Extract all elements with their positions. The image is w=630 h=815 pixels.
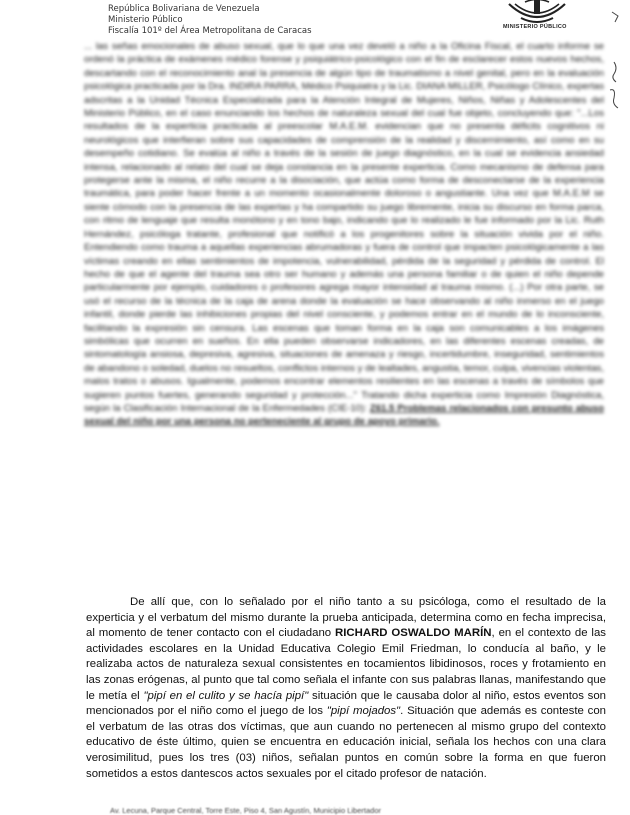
- letterhead-line-ministry: Ministerio Público: [108, 15, 183, 25]
- blurred-text: ... las señas emocionales de abuso sexual, que lo que una vez develó a niño a la Oficina Fiscal, el cuarto informe se ordenó la práctica de exámenes médico forense y psiquiátrico-psicológico con el fin de esclarecer estos nuevos hechos, descartando con el reconocimiento anal la presencia de algún tipo de traumatismo a nivel genital, pero en la evaluación psicológica practicada por la Dra. INDIRA PARRA, Médico Psiquiatra y la Lic. DIANA MILLER, Psicólogo Clínico, expertas adscritas a la Unidad Técnica Especializada para la Atención Integral de Mujeres, Niños, Niñas y Adolescentes del Ministerio Público, en el caso enunciando los hechos de naturaleza sexual del cual fue objeto, concluyendo que: "...Los resultados de la experticia practicada al preescolar M.A.E.M. evidencian que no presenta déficits cognitivos ni neurológicos que interfieran sobre sus capacidades de comprensión de la realidad y discernimiento, así como en su desempeño cotidiano. Se evalúa al niño a través de la sesión de juego diagnóstico, en la cual se evidencia ansiedad intensa, relacionado al relato del cual se deja constancia en la presente experticia. Como mecanismo de defensa para protegerse ante la misma, el niño recurre a la disociación, que actúa como forma de desconectarse de la experiencia traumática, para poder hacer frente a un momento ocasionalmente doloroso o angustiante. Una vez que M.A.E.M se siente cómodo con la presencia de las expertas y ha compartido su juego libremente, inicia su discurso en forma parca, con ritmo de lenguaje que resulta monótono y en tono bajo, indicando que lo realizado le fue informado por la Lic. Ruth Hernández, psicóloga tratante, profesional que notificó a los progenitores sobre la situación vivida por el niño. Entendiendo como trauma a aquellas experiencias abrumadoras y fuera de control que impacten psicológicamente a las víctimas creando en ellas sentimientos de impotencia, vulnerabilidad, pérdida de la seguridad y pérdida de control. El hecho de que el agente del trauma sea otro ser humano y además una persona familiar o de quien el niño depende particularmente por ejemplo, cuidadores o profesores agrega mayor intensidad al trauma mismo. (...) Por otra parte, se usó el recurso de la técnica de la caja de arena donde la evaluación se hace observando al niño inmerso en el juego infantil, donde pierde las inhibiciones propias del nivel consciente, y podemos entrar en el mundo de lo inconsciente, facilitando la expresión sin censura. Las escenas que toman forma en la caja son comunicables a los imágenes simbólicas que ocurren en sueños. En ella pueden observarse indicadores, en las diferentes escenas creadas, de sintomatología ansiosa, depresiva, agresiva, situaciones de amenaza y riesgo, incertidumbre, inseguridad, sentimientos de abandono o soledad, duelos no resueltos, conflictos internos y de lealtades, angustia, temor, culpa, vivencias violentas, malos tratos o abusos. Igualmente, podemos encontrar elementos resilientes en las escenas a través de símbolos que sugieren puntos fuertes, generando seguridad y protección..." Tratando dicha experticia como Impresión Diagnóstica, según la Clasificación Internacional de la Enfermedades (CIE-10):: [84, 41, 604, 414]
- logo-caption: MINISTERIO PÚBLICO: [503, 24, 567, 30]
- quoted-statement: "pipí en el culito y se hacía pipí": [143, 689, 309, 702]
- letterhead-line-office: Fiscalía 101º del Área Metropolitana de Caracas: [108, 26, 312, 36]
- quoted-statement: "pipí mojados": [326, 705, 401, 718]
- blurred-prior-paragraph: [84, 40, 604, 429]
- diagnosis-highlight: Z61.5 Problemas relacionados con presunto abuso sexual del niño por una persona no perteneciente al grupo de apoyo primario.: [84, 402, 604, 428]
- paragraph-text: . Situación que además es conteste con el verbatum de las otras dos víctimas, que aun cuando no pertenecen al mismo grupo del contexto educativo de éste último, quien se encuentra en educación inicial, señala los hechos con una clara verosimilitud, pues los tres (03) niños, señalan puntos en común sobre la forma en que fueron sometidos a estos dantescos actos sexuales por el citado profesor de natación.: [86, 705, 607, 780]
- paragraph-text: , en el contexto de las actividades escolares en la Unidad Educativa Colegio Emil Friedman, lo conducía al baño, y le realizaba actos de naturaleza sexual consistentes en tocamientos libidinosos, roces y frotamiento en las zonas erógenas, al punto que tal como señala el infante con sus palabras llanas, manifestando que le metía el: [86, 627, 606, 702]
- accused-name: RICHARD OSWALDO MARÍN: [335, 627, 492, 640]
- letterhead: [108, 4, 312, 37]
- paragraph-text: situación que le causaba dolor al niño, estos eventos son mencionados por el niño como el juego de los: [86, 689, 607, 718]
- paragraph-text: De allí que, con lo señalado por el niño tanto a su psicóloga, como el resultado de la experticia y el verbatum del mismo durante la prueba anticipada, determina como en fecha imprecisa, al momento de tener contacto con el ciudadano: [86, 596, 606, 640]
- letterhead-line-republic: República Bolivariana de Venezuela: [108, 4, 260, 14]
- main-paragraph: [86, 595, 606, 782]
- ministerio-publico-logo: [497, 0, 577, 36]
- page-footer: Av. Lecuna, Parque Central, Torre Este, Piso 4, San Agustín, Municipio Libertador: [110, 806, 381, 815]
